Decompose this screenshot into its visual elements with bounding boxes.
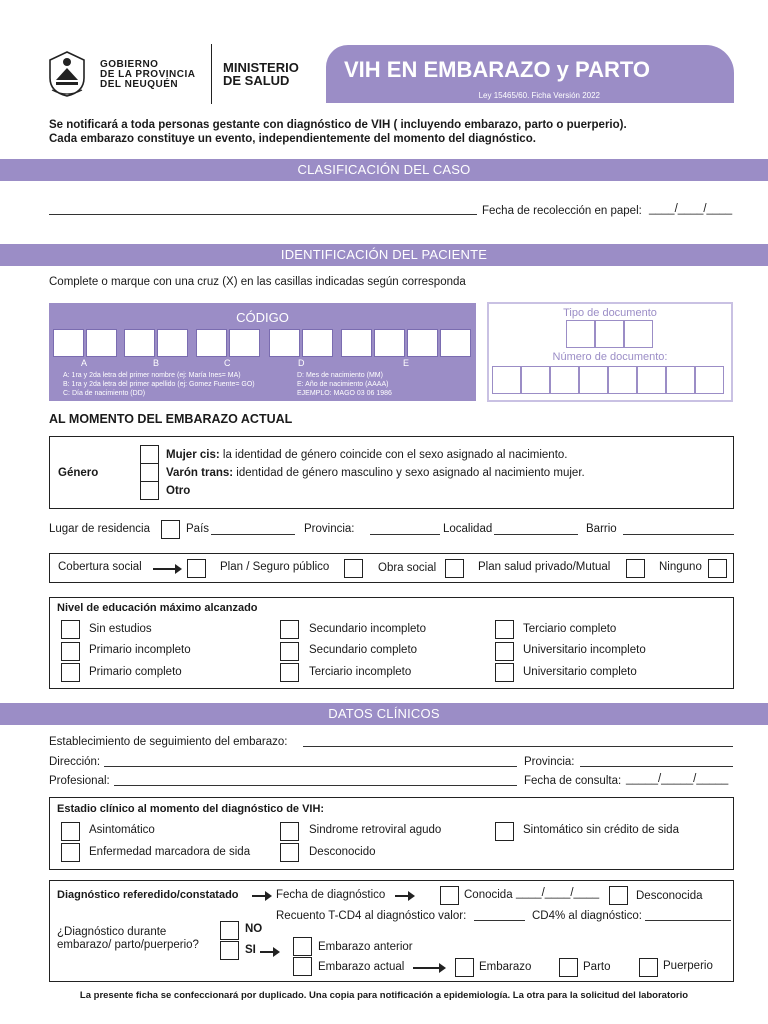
provincia-res-label: Provincia: xyxy=(304,523,355,535)
cobertura-privado-label: Plan salud privado/Mutual xyxy=(478,561,611,573)
educacion-title: Nivel de educación máximo alcanzado xyxy=(57,602,258,614)
edu-primario-incompleto-label: Primario incompleto xyxy=(89,644,191,656)
diagnostico-si-label: SI xyxy=(245,944,256,956)
momento-parto-label: Parto xyxy=(583,961,611,973)
momento-embarazo-checkbox[interactable] xyxy=(455,958,474,977)
edu-primario-incompleto-checkbox[interactable] xyxy=(61,642,80,661)
legend-c: C: Día de nacimiento (DD) xyxy=(63,390,146,397)
estadio-sintomatico-checkbox[interactable] xyxy=(495,822,514,841)
code-cell-b1[interactable] xyxy=(124,329,155,357)
diagnostico-arrow-icon xyxy=(252,895,270,897)
pais-label: País xyxy=(186,523,210,535)
cobertura-plan-publico-label: Plan / Seguro público xyxy=(220,561,330,573)
profesional-label: Profesional: xyxy=(49,775,110,787)
clasificacion-field[interactable] xyxy=(49,214,477,215)
estadio-marcadora-checkbox[interactable] xyxy=(61,843,80,862)
provincia-clin-field[interactable] xyxy=(580,766,733,767)
embarazo-actual-arrow-icon xyxy=(413,967,444,969)
edu-sin-estudios-checkbox[interactable] xyxy=(61,620,80,639)
edu-universitario-incompleto-label: Universitario incompleto xyxy=(523,644,646,656)
si-arrow-icon xyxy=(260,951,278,953)
legend-example: EJEMPLO: MAGO 03 06 1986 xyxy=(297,390,392,397)
mujer-cis-desc: la identidad de género coincide con el sexo asignado al nacimiento. xyxy=(219,449,568,461)
edu-terciario-incompleto-checkbox[interactable] xyxy=(280,663,299,682)
section-datos-clinicos: DATOS CLÍNICOS xyxy=(0,703,768,725)
genero-label: Género xyxy=(58,467,99,479)
code-letter-e: E xyxy=(403,358,410,368)
cobertura-plan-publico-checkbox[interactable] xyxy=(187,559,206,578)
diagnostico-no-label: NO xyxy=(245,923,263,935)
pais-field[interactable] xyxy=(211,534,295,535)
varon-trans-term: Varón trans: xyxy=(166,467,234,479)
edu-primario-completo-checkbox[interactable] xyxy=(61,663,80,682)
edu-secundario-incompleto-label: Secundario incompleto xyxy=(309,623,426,635)
gov-line2: DE LA PROVINCIA xyxy=(100,69,196,80)
cobertura-obra-social-label: Obra social xyxy=(378,562,437,574)
law-version: Ley 15465/60. Ficha Versión 2022 xyxy=(478,91,600,100)
localidad-field[interactable] xyxy=(494,534,578,535)
barrio-field[interactable] xyxy=(623,534,734,535)
fecha-conocida-field[interactable]: ____/____/____ xyxy=(516,887,600,899)
genero-otro-checkbox[interactable] xyxy=(140,481,159,500)
cd4-pct-field[interactable] xyxy=(645,920,731,921)
direccion-field[interactable] xyxy=(104,766,517,767)
embarazo-actual-label: Embarazo actual xyxy=(318,961,405,973)
fecha-recoleccion-field[interactable]: ____/____/____ xyxy=(649,203,733,215)
edu-universitario-completo-label: Universitario completo xyxy=(523,666,637,678)
code-letter-c: C xyxy=(224,358,231,368)
embarazo-actual-checkbox[interactable] xyxy=(293,957,312,976)
numero-documento-label: Número de documento: xyxy=(552,351,668,363)
embarazo-anterior-label: Embarazo anterior xyxy=(318,941,413,953)
genero-mujer-cis-checkbox[interactable] xyxy=(140,445,159,464)
legend-e: E: Año de nacimiento (AAAA) xyxy=(297,381,389,388)
legend-d: D: Mes de nacimiento (MM) xyxy=(297,372,383,379)
edu-terciario-incompleto-label: Terciario incompleto xyxy=(309,666,412,678)
code-cell-e2[interactable] xyxy=(374,329,405,357)
estadio-desconocido-checkbox[interactable] xyxy=(280,843,299,862)
cobertura-ninguno-label: Ninguno xyxy=(659,561,702,573)
residencia-checkbox[interactable] xyxy=(161,520,180,539)
fecha-desconocida-checkbox[interactable] xyxy=(609,886,628,905)
genero-option-mujer-cis xyxy=(166,449,567,461)
edu-universitario-completo-checkbox[interactable] xyxy=(495,663,514,682)
genero-option-otro: Otro xyxy=(166,485,191,497)
estadio-asintomatico-checkbox[interactable] xyxy=(61,822,80,841)
legend-a: A: 1ra y 2da letra del primer nombre (ej: María Ines= MA) xyxy=(63,372,241,379)
estadio-marcadora-label: Enfermedad marcadora de sida xyxy=(89,846,251,858)
numero-doc-cell-2[interactable] xyxy=(521,366,550,394)
code-cell-b2[interactable] xyxy=(157,329,188,357)
title-banner xyxy=(326,45,734,103)
codigo-legend-right xyxy=(297,371,392,398)
code-letter-b: B xyxy=(153,358,160,368)
diagnostico-no-checkbox[interactable] xyxy=(220,921,239,940)
diagnostico-question-line1: ¿Diagnóstico durante xyxy=(57,926,167,938)
cobertura-ninguno-checkbox-left[interactable] xyxy=(626,559,645,578)
fecha-consulta-label: Fecha de consulta: xyxy=(524,775,622,787)
intro-line1: Se notificará a toda personas gestante con diagnóstico de VIH ( incluyendo embarazo, parto o puerperio). xyxy=(49,119,627,131)
provincia-clin-label: Provincia: xyxy=(524,756,575,768)
code-cell-d2[interactable] xyxy=(302,329,333,357)
momento-puerperio-checkbox[interactable] xyxy=(639,958,658,977)
barrio-label: Barrio xyxy=(586,523,617,535)
numero-doc-cell-3[interactable] xyxy=(550,366,579,394)
embarazo-heading: AL MOMENTO DEL EMBARAZO ACTUAL xyxy=(49,412,293,426)
establecimiento-field[interactable] xyxy=(303,746,733,747)
profesional-field[interactable] xyxy=(114,785,517,786)
numero-doc-cell-8[interactable] xyxy=(695,366,724,394)
cd4-field[interactable] xyxy=(474,920,525,921)
code-cell-e3[interactable] xyxy=(407,329,438,357)
estadio-sintomatico-label: Sintomático sin crédito de sida xyxy=(523,824,679,836)
code-cell-c1[interactable] xyxy=(196,329,227,357)
fecha-conocida-label: Conocida xyxy=(464,889,513,901)
province-logo xyxy=(44,50,90,98)
code-letter-d: D xyxy=(298,358,305,368)
fecha-diagnostico-arrow-icon xyxy=(395,895,413,897)
header-divider xyxy=(211,44,212,104)
code-cell-a2[interactable] xyxy=(86,329,117,357)
cd4-label: Recuento T-CD4 al diagnóstico valor: xyxy=(276,910,467,922)
fecha-conocida-checkbox[interactable] xyxy=(440,886,459,905)
direccion-label: Dirección: xyxy=(49,756,101,768)
localidad-label: Localidad xyxy=(443,523,493,535)
estadio-title: Estadio clínico al momento del diagnóstico de VIH: xyxy=(57,803,325,815)
intro-line2: Cada embarazo constituye un evento, independientemente del momento del diagnóstico. xyxy=(49,133,536,145)
section-identificacion: IDENTIFICACIÓN DEL PACIENTE xyxy=(0,244,768,266)
edu-universitario-incompleto-checkbox[interactable] xyxy=(495,642,514,661)
momento-puerperio-label: Puerperio xyxy=(663,960,713,972)
numero-doc-cell-5[interactable] xyxy=(608,366,637,394)
numero-doc-cell-7[interactable] xyxy=(666,366,695,394)
cobertura-obra-social-checkbox[interactable] xyxy=(344,559,363,578)
code-cell-e1[interactable] xyxy=(341,329,372,357)
edu-sin-estudios-label: Sin estudios xyxy=(89,623,152,635)
momento-embarazo-label: Embarazo xyxy=(479,961,532,973)
diagnostico-question-line2: embarazo/ parto/puerperio? xyxy=(57,939,199,951)
genero-varon-trans-checkbox[interactable] xyxy=(140,463,159,482)
edu-secundario-completo-label: Secundario completo xyxy=(309,644,418,656)
edu-terciario-completo-label: Terciario completo xyxy=(523,623,617,635)
tipo-doc-cell-3[interactable] xyxy=(624,320,653,348)
fecha-desconocida-label: Desconocida xyxy=(636,890,703,902)
estadio-retroviral-label: Sindrome retroviral agudo xyxy=(309,824,442,836)
establecimiento-label: Establecimiento de seguimiento del embarazo: xyxy=(49,736,288,748)
identificacion-instruction: Complete o marque con una cruz (X) en las casillas indicadas según corresponda xyxy=(49,276,466,288)
residencia-label: Lugar de residencia xyxy=(49,523,151,535)
diagnostico-label: Diagnóstico referedido/constatado xyxy=(57,889,239,901)
genero-option-varon-trans xyxy=(166,467,585,479)
code-cell-d1[interactable] xyxy=(269,329,300,357)
footer-note: La presente ficha se confeccionará por duplicado. Una copia para notificación a epidemiología. La otra para la solicitud del laboratorio xyxy=(79,990,689,1001)
mujer-cis-term: Mujer cis: xyxy=(166,449,220,461)
estadio-retroviral-checkbox[interactable] xyxy=(280,822,299,841)
section-clasificacion: CLASIFICACIÓN DEL CASO xyxy=(0,159,768,181)
edu-secundario-incompleto-checkbox[interactable] xyxy=(280,620,299,639)
tipo-doc-cell-1[interactable] xyxy=(566,320,595,348)
tipo-documento-label: Tipo de documento xyxy=(563,307,657,319)
code-cell-c2[interactable] xyxy=(229,329,260,357)
ministry-line1: MINISTERIO xyxy=(223,60,299,75)
diagnostico-si-checkbox[interactable] xyxy=(220,941,239,960)
cd4-pct-label: CD4% al diagnóstico: xyxy=(532,910,642,922)
estadio-asintomatico-label: Asintomático xyxy=(89,824,155,836)
government-name xyxy=(100,60,195,90)
form-title: VIH EN EMBARAZO y PARTO xyxy=(344,57,650,82)
estadio-desconocido-label: Desconocido xyxy=(309,846,376,858)
ministry-name xyxy=(223,61,299,87)
legend-b: B: 1ra y 2da letra del primer apellido (ej: Gomez Fuente= GO) xyxy=(63,381,255,388)
code-letter-a: A xyxy=(81,358,88,368)
numero-doc-cell-4[interactable] xyxy=(579,366,608,394)
gov-line3: DEL NEUQUÉN xyxy=(100,79,179,90)
edu-terciario-completo-checkbox[interactable] xyxy=(495,620,514,639)
ministry-line2: DE SALUD xyxy=(223,73,290,88)
codigo-legend-left xyxy=(63,371,255,398)
numero-doc-cell-6[interactable] xyxy=(637,366,666,394)
cobertura-ninguno-checkbox[interactable] xyxy=(708,559,727,578)
numero-doc-cell-1[interactable] xyxy=(492,366,521,394)
gov-line1: GOBIERNO xyxy=(100,59,159,70)
embarazo-anterior-checkbox[interactable] xyxy=(293,937,312,956)
edu-primario-completo-label: Primario completo xyxy=(89,666,182,678)
varon-trans-desc: identidad de género masculino y sexo asignado al nacimiento mujer. xyxy=(233,467,585,479)
cobertura-privado-checkbox[interactable] xyxy=(445,559,464,578)
cobertura-label: Cobertura social xyxy=(58,561,142,573)
fecha-consulta-field[interactable]: _____/_____/_____ xyxy=(626,773,729,785)
edu-secundario-completo-checkbox[interactable] xyxy=(280,642,299,661)
codigo-title: CÓDIGO xyxy=(236,310,289,325)
cobertura-arrow-icon xyxy=(153,568,180,570)
fecha-diagnostico-label: Fecha de diagnóstico xyxy=(276,889,386,901)
provincia-res-field[interactable] xyxy=(370,534,440,535)
code-cell-e4[interactable] xyxy=(440,329,471,357)
fecha-recoleccion-label: Fecha de recolección en papel: xyxy=(482,205,642,217)
momento-parto-checkbox[interactable] xyxy=(559,958,578,977)
tipo-doc-cell-2[interactable] xyxy=(595,320,624,348)
code-cell-a1[interactable] xyxy=(53,329,84,357)
